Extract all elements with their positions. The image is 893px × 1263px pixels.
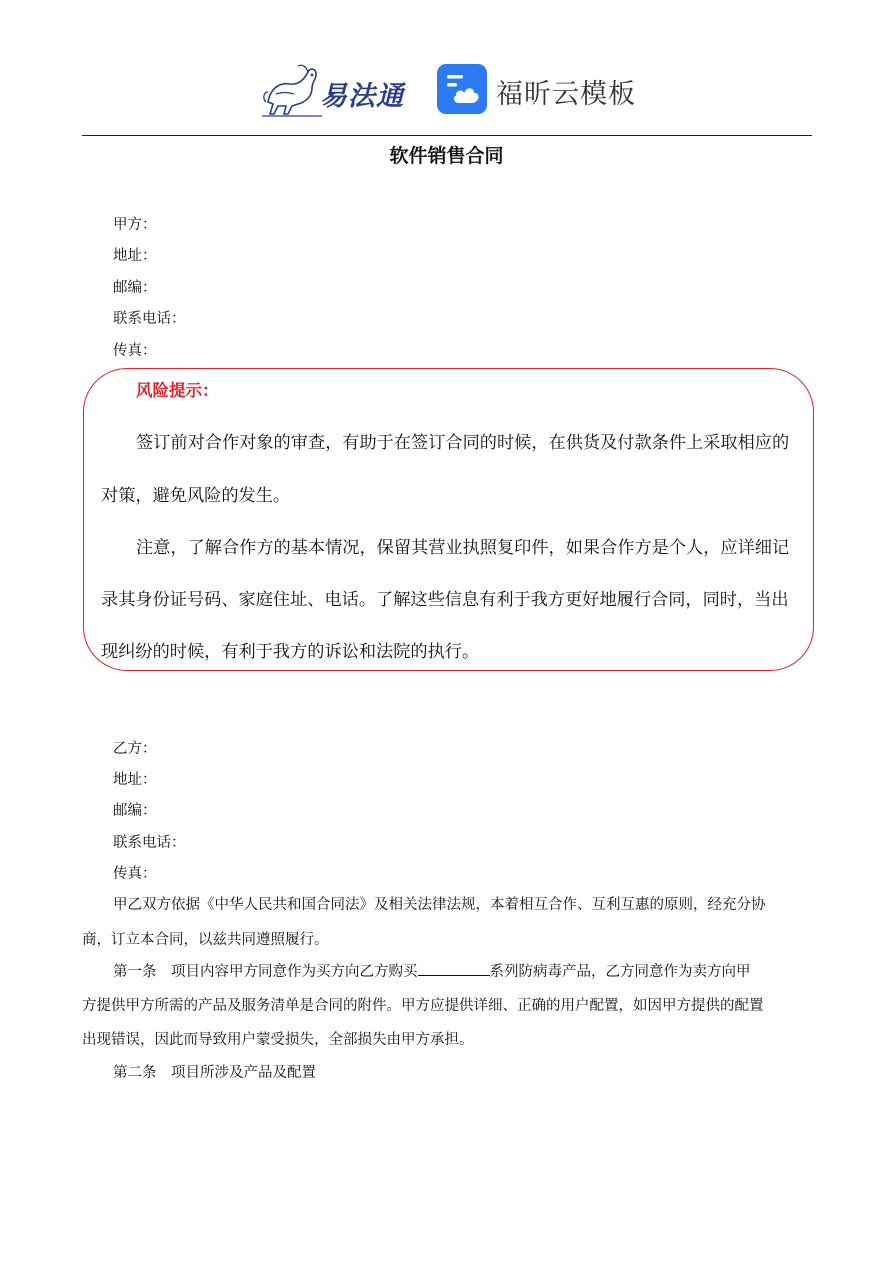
product-series-blank — [418, 961, 490, 976]
article-1-line-3: 出现错误，因此而导致用户蒙受损失，全部损失由甲方承担。 — [82, 1032, 474, 1048]
party-b-phone-label: 联系电话： — [113, 835, 186, 851]
intro-paragraph-line: 商，订立本合同，以兹共同遵照履行。 — [82, 932, 329, 948]
risk-notice-title: 风险提示： — [136, 381, 219, 400]
article-1-text-after-blank: 系列防病毒产品，乙方同意作为卖方向甲 — [489, 964, 751, 980]
party-a-fax-label: 传真： — [113, 343, 157, 359]
party-b-fax-label: 传真： — [113, 866, 157, 882]
risk-notice-box — [83, 368, 814, 671]
risk-notice-line: 对策，避免风险的发生。 — [101, 486, 291, 506]
party-a-phone-label: 联系电话： — [113, 311, 186, 327]
foxit-template-logo-text: 福昕云模板 — [496, 79, 636, 110]
party-b-label: 乙方： — [113, 741, 157, 757]
article-1-text-before-blank: 第一条 项目内容甲方同意作为买方向乙方购买 — [113, 964, 418, 980]
risk-notice-line: 现纠纷的时候，有利于我方的诉讼和法院的执行。 — [101, 642, 480, 662]
party-b-postcode-label: 邮编： — [113, 803, 157, 819]
party-a-address-label: 地址： — [113, 248, 157, 264]
party-b-address-label: 地址： — [113, 772, 157, 788]
yifatong-logo-text: 易法通 — [320, 81, 404, 112]
page-header — [0, 58, 893, 122]
qilin-icon — [262, 62, 322, 118]
article-2-heading: 第二条 项目所涉及产品及配置 — [113, 1065, 316, 1081]
risk-notice-line: 注意，了解合作方的基本情况，保留其营业执照复印件，如果合作方是个人，应详细记 — [136, 538, 790, 558]
header-divider — [82, 135, 812, 136]
risk-notice-line: 录其身份证号码、家庭住址、电话。了解这些信息有利于我方更好地履行合同，同时，当出 — [101, 590, 789, 610]
party-a-postcode-label: 邮编： — [113, 280, 157, 296]
party-a-label: 甲方： — [113, 217, 157, 233]
article-1-line-1 — [113, 960, 751, 981]
article-1-line-2: 方提供甲方所需的产品及服务清单是合同的附件。甲方应提供详细、正确的用户配置，如因甲方提供的配置 — [82, 998, 764, 1014]
risk-notice-line: 签订前对合作对象的审查，有助于在签订合同的时候，在供货及付款条件上采取相应的 — [136, 433, 790, 453]
intro-paragraph-line: 甲乙双方依据《中华人民共和国合同法》及相关法律法规，本着相互合作、互利互惠的原则，经充分协 — [113, 897, 766, 913]
foxit-cloud-icon — [437, 64, 487, 114]
document-title: 软件销售合同 — [389, 145, 504, 167]
yifatong-logo — [262, 62, 412, 118]
